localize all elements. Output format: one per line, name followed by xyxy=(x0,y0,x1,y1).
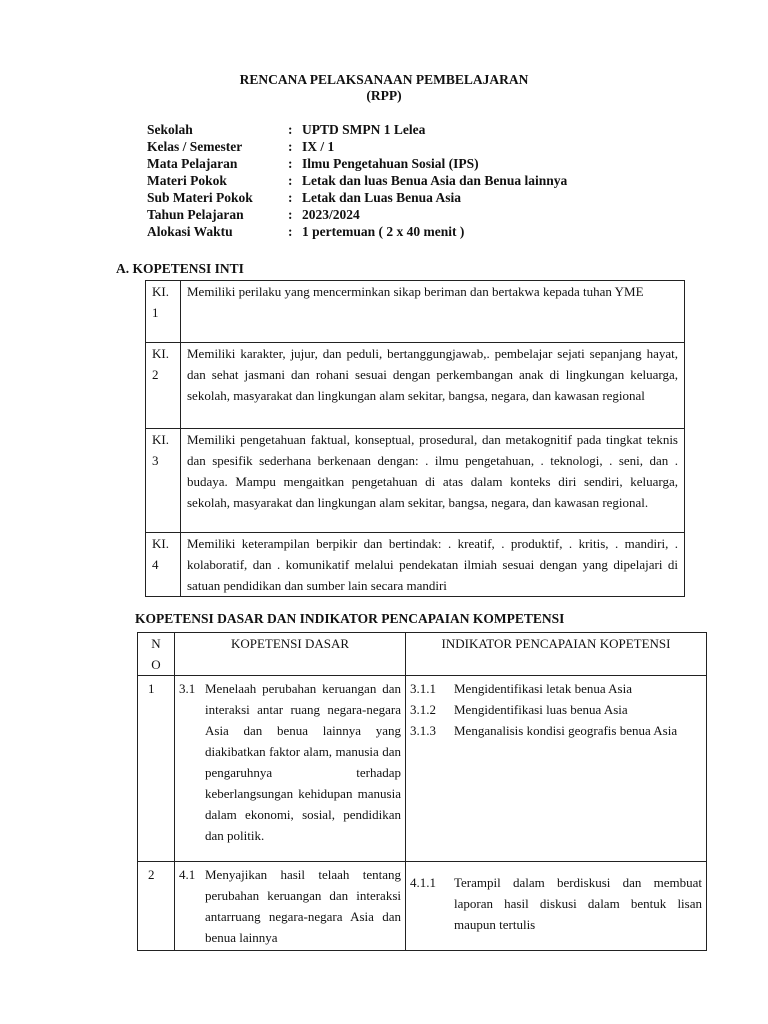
indicator-item xyxy=(410,678,702,699)
indicator-item xyxy=(410,699,702,720)
identity-label: Kelas / Semester xyxy=(147,139,243,154)
identity-value: Ilmu Pengetahuan Sosial (IPS) xyxy=(302,156,479,171)
indicator-item xyxy=(410,872,702,935)
identity-label: Sekolah xyxy=(147,122,193,137)
document-subtitle: (RPP) xyxy=(366,88,402,103)
kd-cell xyxy=(175,862,406,951)
table-row xyxy=(146,343,685,429)
kd-text: Menelaah perubahan keruangan dan interaksi antar ruang negara-negara Asia dan benua lainnya yang diakibatkan faktor alam, manusia dan pengaruhnya terhadap keberlangsungan kehidupan manusia dalam ekonomi, sosial, pendidikan dan politik. xyxy=(205,681,401,843)
table-row xyxy=(146,533,685,597)
kd-code: 4.1 xyxy=(179,867,196,882)
indicator-item xyxy=(410,720,702,741)
kd-text: Menyajikan hasil telaah tentang perubahan keruangan dan interaksi antarruang negara-negara Asia dan benua lainnya xyxy=(205,867,401,945)
ki-number: KI. 2 xyxy=(146,343,181,429)
header-kd: KOPETENSI DASAR xyxy=(175,633,406,676)
identity-row xyxy=(147,172,567,189)
kd-cell xyxy=(175,676,406,862)
identity-value: Letak dan luas Benua Asia dan Benua lainnya xyxy=(302,173,568,188)
identity-label: Tahun Pelajaran xyxy=(147,207,244,222)
table-row xyxy=(138,676,707,862)
indicator-code: 3.1.3 xyxy=(410,723,436,738)
kompetensi-inti-table xyxy=(145,280,685,597)
ki-text: Memiliki karakter, jujur, dan peduli, bertanggungjawab,. pembelajar sejati sepanjang hayat, dan sehat jasmani dan rohani sesuai dengan perkembangan anak di lingkungan keluarga, sekolah, masyarakat dan lingkungan alam sekitar, bangsa, negara, dan kawasan regional xyxy=(181,343,685,429)
header-no xyxy=(138,633,175,676)
table-row xyxy=(138,862,707,951)
identity-label: Alokasi Waktu xyxy=(147,224,233,239)
identity-colon: : xyxy=(288,139,293,154)
table-row xyxy=(146,281,685,343)
ki-text: Memiliki pengetahuan faktual, konseptual, prosedural, dan metakognitif pada tingkat teknis dan spesifik sederhana berkenaan dengan: . ilmu pengetahuan, . teknologi, . seni, dan . budaya. Mampu mengaitkan pengetahuan di atas dalam konteks diri sendiri, keluarga, sekolah, masyarakat dan lingkungan alam sekitar, bangsa, negara, dan kawasan regional. xyxy=(181,429,685,533)
indicator-text: Mengidentifikasi letak benua Asia xyxy=(454,681,632,696)
indicator-cell xyxy=(406,862,707,951)
identity-colon: : xyxy=(288,224,293,239)
row-number: 1 xyxy=(138,676,175,862)
identity-row xyxy=(147,223,567,240)
identity-value: Letak dan Luas Benua Asia xyxy=(302,190,462,205)
identity-value: UPTD SMPN 1 Lelea xyxy=(302,122,426,137)
identity-label: Materi Pokok xyxy=(147,173,227,188)
identity-colon: : xyxy=(288,173,293,188)
identity-value: 1 pertemuan ( 2 x 40 menit ) xyxy=(302,224,465,239)
table-header-row xyxy=(138,633,707,676)
header-no-label: NO xyxy=(151,636,161,672)
indicator-text: Menganalisis kondisi geografis benua Asia xyxy=(454,723,678,738)
indicator-code: 4.1.1 xyxy=(410,875,436,890)
section-a-heading: A. KOPETENSI INTI xyxy=(116,261,244,276)
document-title: RENCANA PELAKSANAAN PEMBELAJARAN xyxy=(239,72,529,87)
identity-value: 2023/2024 xyxy=(302,207,360,222)
identity-colon: : xyxy=(288,190,293,205)
section-b-heading: KOPETENSI DASAR DAN INDIKATOR PENCAPAIAN KOMPETENSI xyxy=(135,611,565,626)
identity-colon: : xyxy=(288,156,293,171)
kd-code: 3.1 xyxy=(179,681,196,696)
kd-item xyxy=(179,678,401,846)
identity-row xyxy=(147,155,567,172)
identity-row xyxy=(147,206,567,223)
indicator-cell xyxy=(406,676,707,862)
identity-value: IX / 1 xyxy=(302,139,335,154)
ki-number: KI. 4 xyxy=(146,533,181,597)
identity-colon: : xyxy=(288,207,293,222)
table-row xyxy=(146,429,685,533)
kd-item xyxy=(179,864,401,948)
indicator-code: 3.1.2 xyxy=(410,702,436,717)
identity-row xyxy=(147,189,567,206)
ki-text: Memiliki perilaku yang mencerminkan sikap beriman dan bertakwa kepada tuhan YME xyxy=(181,281,685,343)
identity-label: Sub Materi Pokok xyxy=(147,190,253,205)
indicator-text: Mengidentifikasi luas benua Asia xyxy=(454,702,628,717)
identity-row xyxy=(147,138,567,155)
identity-block xyxy=(147,121,567,240)
row-number: 2 xyxy=(138,862,175,951)
indicator-code: 3.1.1 xyxy=(410,681,436,696)
identity-colon: : xyxy=(288,122,293,137)
indicator-text: Terampil dalam berdiskusi dan membuat laporan hasil diskusi dalam bentuk lisan maupun tertulis xyxy=(454,875,702,932)
ki-number: KI. 1 xyxy=(146,281,181,343)
ki-text: Memiliki keterampilan berpikir dan bertindak: . kreatif, . produktif, . kritis, . mandiri, . kolaboratif, dan . komunikatif melalui pendekatan ilmiah sesuai dengan yang dipelajari di satuan pendidikan dan sumber lain secara mandiri xyxy=(181,533,685,597)
header-indicator: INDIKATOR PENCAPAIAN KOPETENSI xyxy=(406,633,707,676)
identity-label: Mata Pelajaran xyxy=(147,156,238,171)
ki-number: KI. 3 xyxy=(146,429,181,533)
identity-row xyxy=(147,121,567,138)
kompetensi-dasar-table xyxy=(137,632,707,951)
